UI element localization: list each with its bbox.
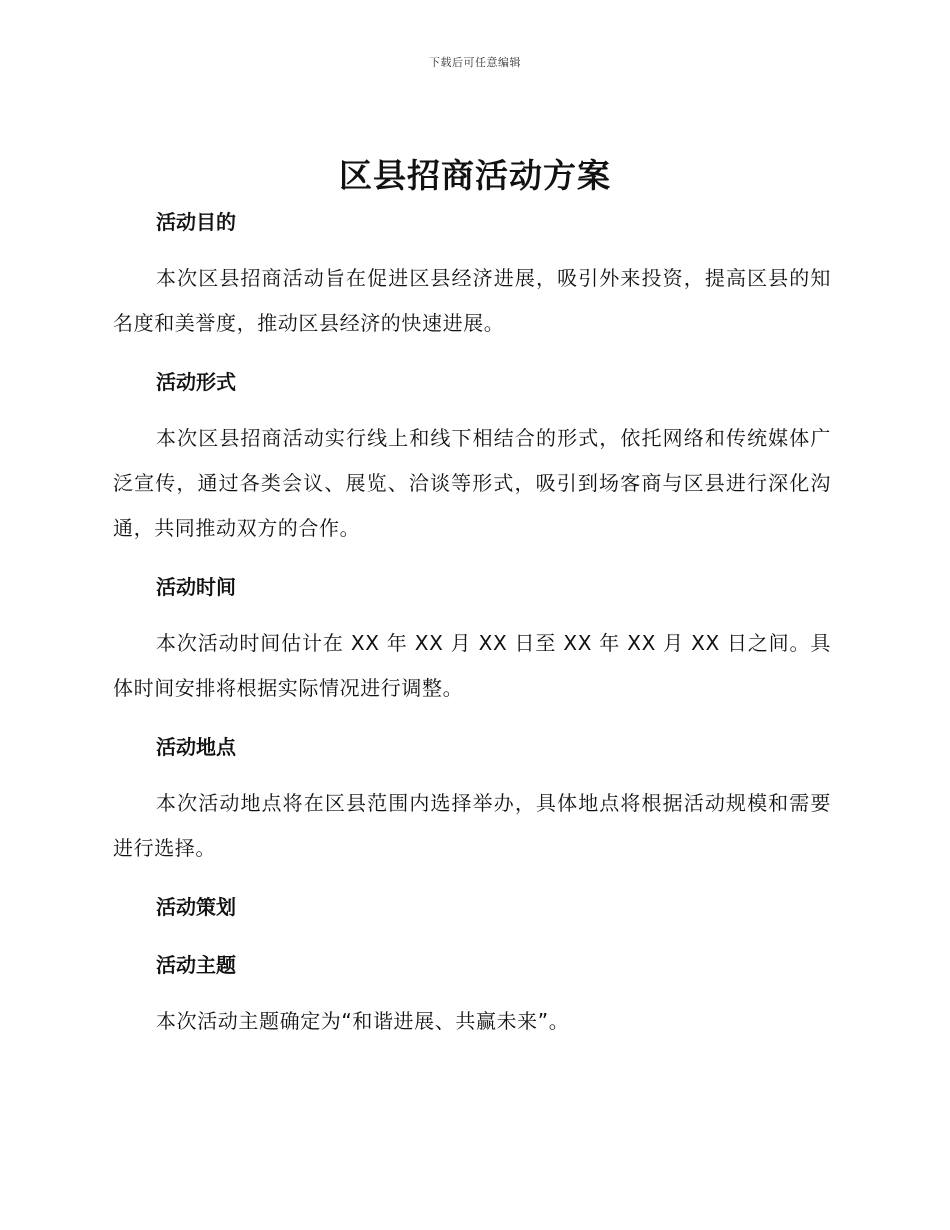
section-heading-time: 活动时间 [156,575,236,599]
section-heading-theme: 活动主题 [156,953,236,977]
section-heading-purpose: 活动目的 [156,210,236,234]
section-paragraph-location: 本次活动地点将在区县范围内选择举办，具体地点将根据活动规模和需要进行选择。 [113,791,831,860]
section-heading-format: 活动形式 [156,370,236,394]
section-paragraph-theme: 本次活动主题确定为“和谐进展、共赢未来”。 [156,1009,570,1033]
section-paragraph-time: 本次活动时间估计在 XX 年 XX 月 XX 日至 XX 年 XX 月 XX 日之间。具体时间安排将根据实际情况进行调整。 [113,631,831,700]
section-paragraph-format: 本次区县招商活动实行线上和线下相结合的形式，依托网络和传统媒体广泛宣传，通过各类会议、展览、洽谈等形式，吸引到场客商与区县进行深化沟通，共同推动双方的合作。 [113,426,831,540]
section-heading-location: 活动地点 [156,735,236,759]
document-body [113,200,831,1044]
section-heading-planning: 活动策划 [156,895,236,919]
section-paragraph-purpose: 本次区县招商活动旨在促进区县经济进展，吸引外来投资，提高区县的知名度和美誉度，推动区县经济的快速进展。 [113,266,831,335]
page-header-note: 下载后可任意编辑 [429,56,521,69]
page-title: 区县招商活动方案 [339,156,611,195]
